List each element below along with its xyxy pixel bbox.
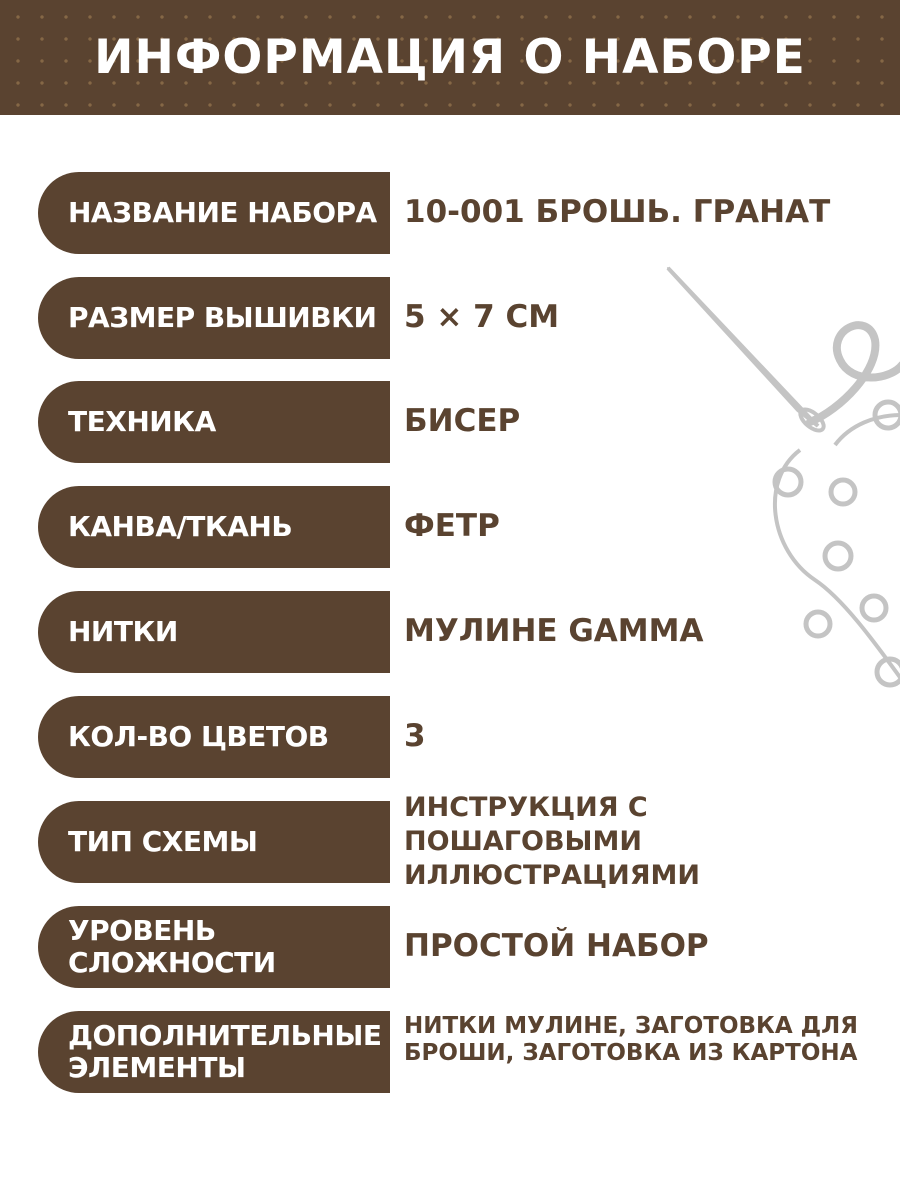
- label-kit-name: НАЗВАНИЕ НАБОРА: [38, 172, 390, 254]
- value-kit-name: 10-001 БРОШЬ. ГРАНАТ: [404, 194, 831, 231]
- page-title: ИНФОРМАЦИЯ О НАБОРЕ: [94, 30, 806, 85]
- label-extra-items: ДОПОЛНИТЕЛЬНЫЕ ЭЛЕМЕНТЫ: [38, 1011, 390, 1093]
- value-difficulty: ПРОСТОЙ НАБОР: [404, 928, 709, 965]
- value-embroidery-size: 5 × 7 СМ: [404, 299, 560, 336]
- value-color-count: 3: [404, 718, 426, 755]
- label-embroidery-size: РАЗМЕР ВЫШИВКИ: [38, 277, 390, 359]
- label-fabric: КАНВА/ТКАНЬ: [38, 486, 390, 568]
- label-technique: ТЕХНИКА: [38, 381, 390, 463]
- value-scheme-type: ИНСТРУКЦИЯ С ПОШАГОВЫМИ ИЛЛЮСТРАЦИЯМИ: [404, 792, 700, 891]
- label-color-count: КОЛ-ВО ЦВЕТОВ: [38, 696, 390, 778]
- value-extra-items: НИТКИ МУЛИНЕ, ЗАГОТОВКА ДЛЯ БРОШИ, ЗАГОТОВКА ИЗ КАРТОНА: [404, 1013, 858, 1067]
- value-fabric: ФЕТР: [404, 508, 500, 545]
- value-threads: МУЛИНЕ GAMMA: [404, 613, 704, 650]
- label-threads: НИТКИ: [38, 591, 390, 673]
- label-scheme-type: ТИП СХЕМЫ: [38, 801, 390, 883]
- value-technique: БИСЕР: [404, 403, 521, 440]
- label-difficulty: УРОВЕНЬ СЛОЖНОСТИ: [38, 906, 390, 988]
